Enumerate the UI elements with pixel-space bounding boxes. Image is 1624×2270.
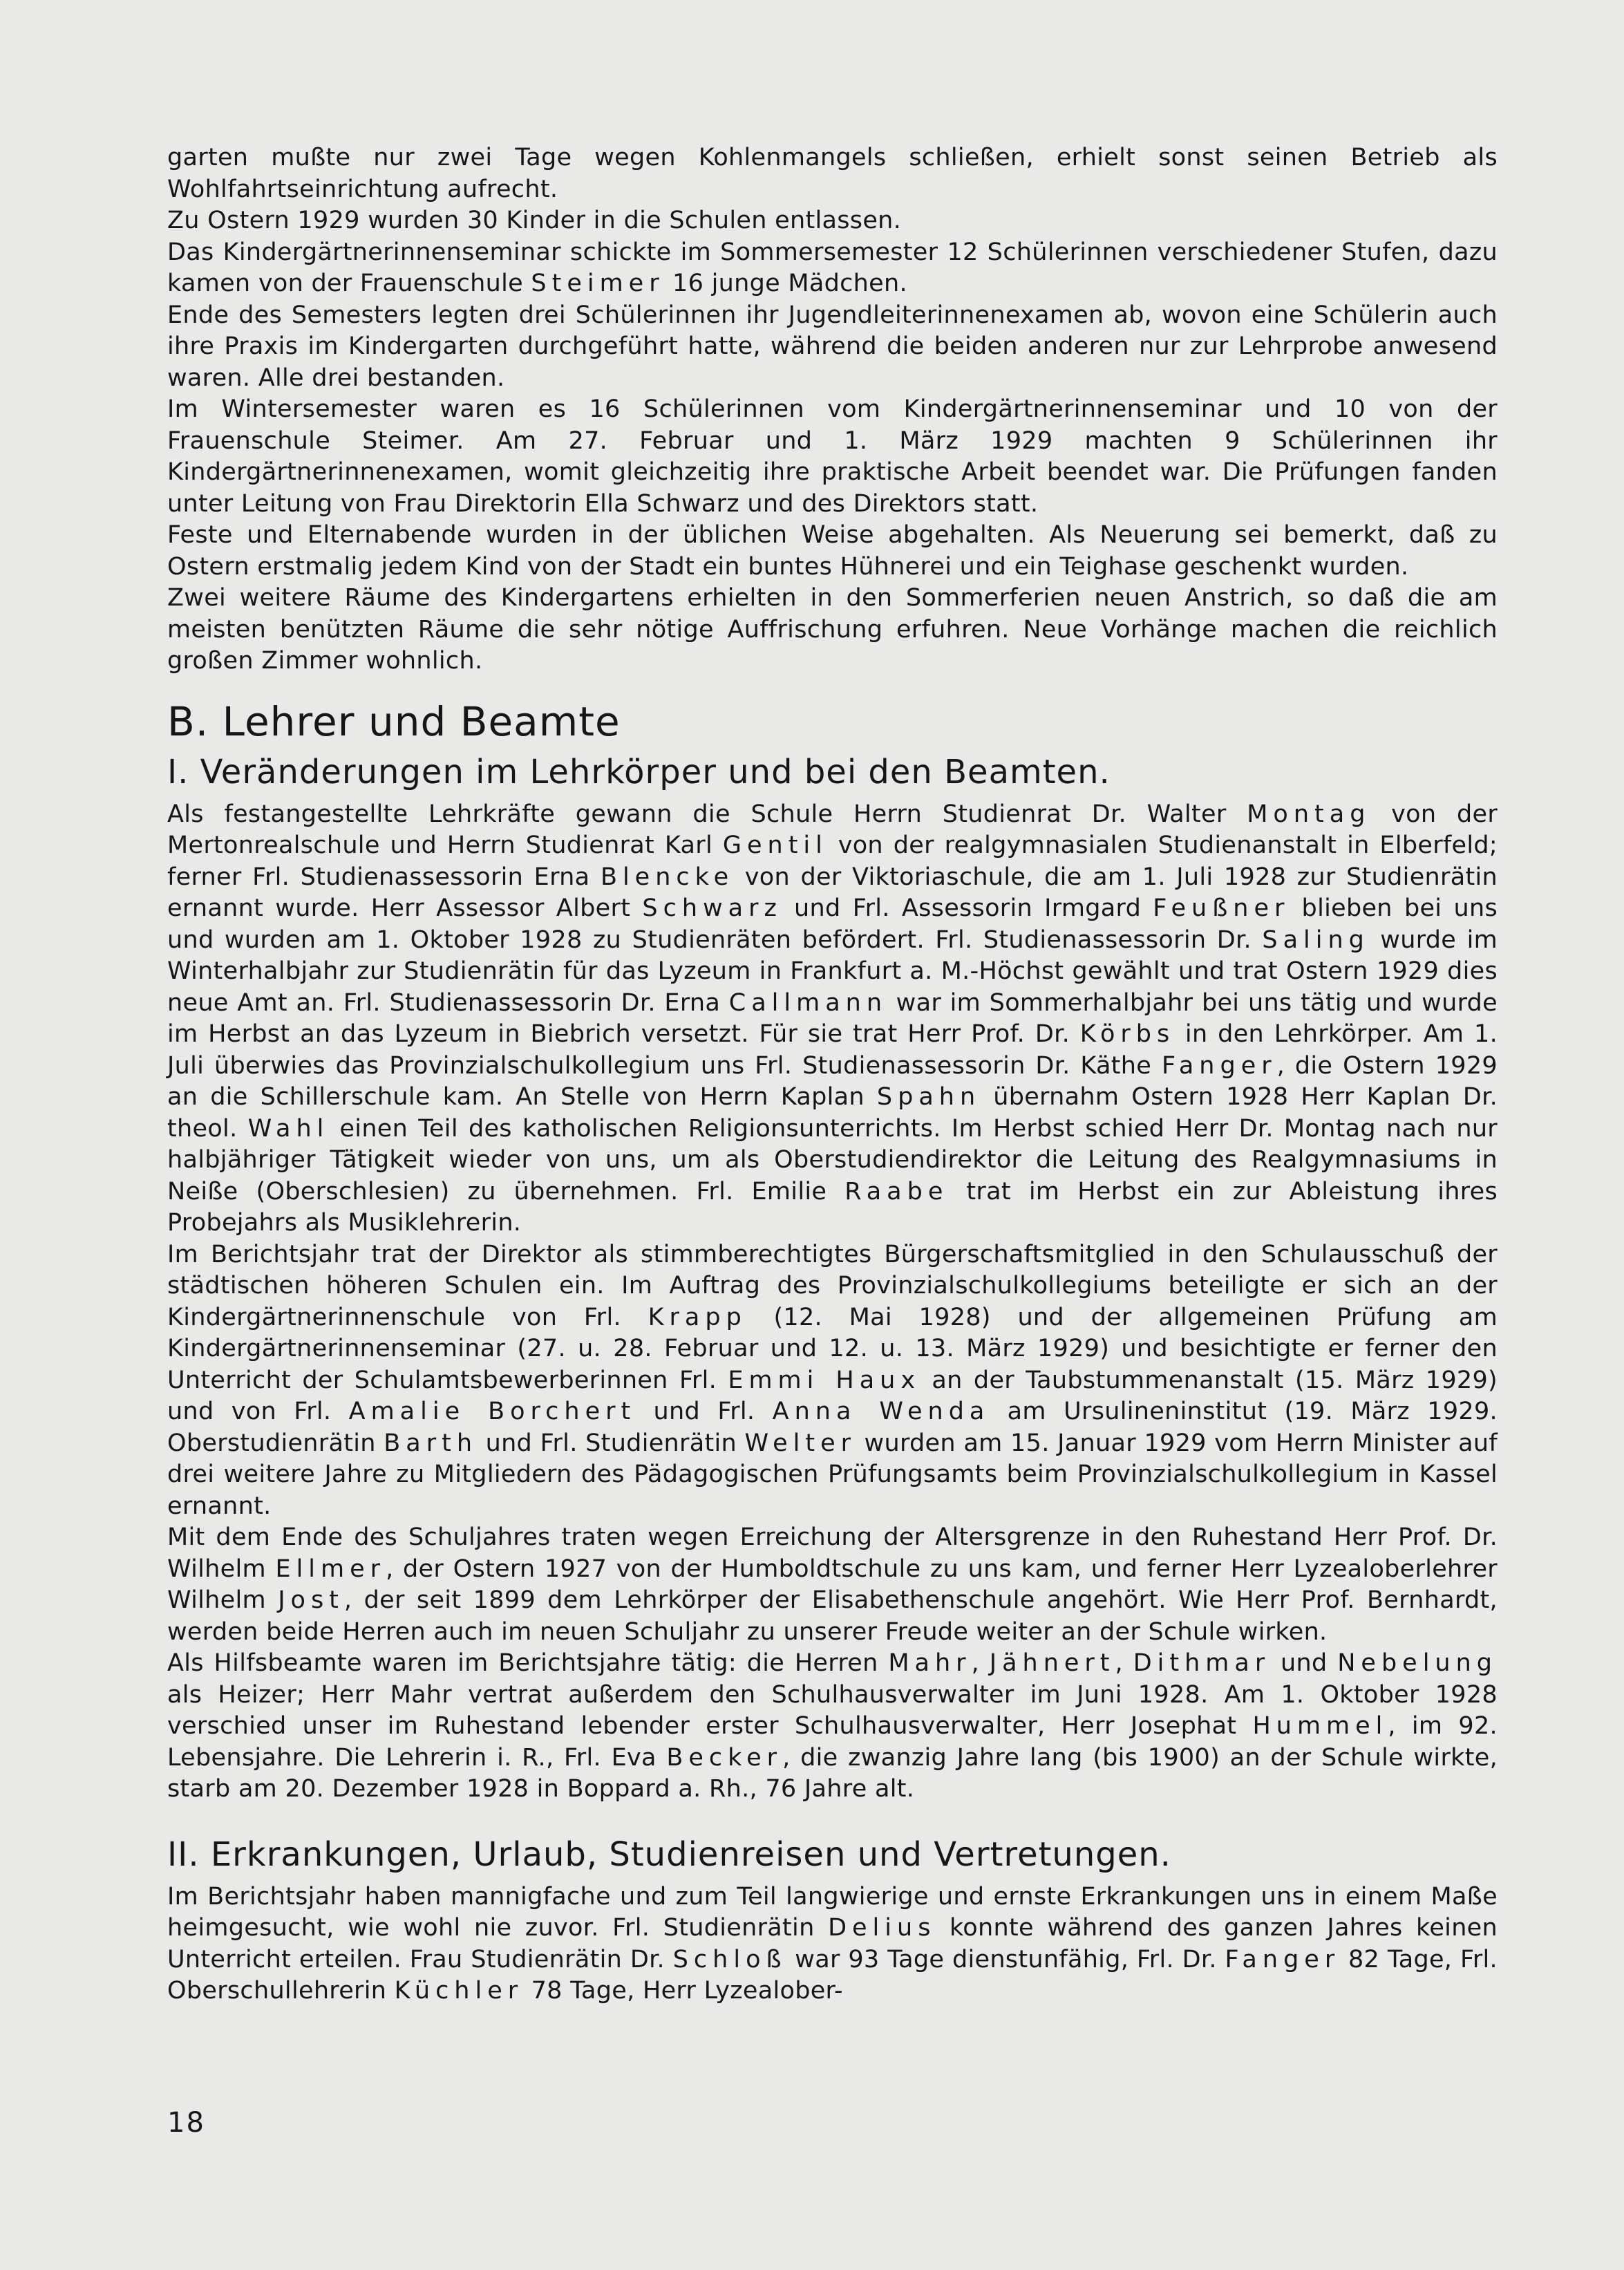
spaced-name: Feußner — [1153, 894, 1290, 922]
text-run: Als Hilfsbeamte waren im Berichtsjahre tätig: die Herren — [167, 1649, 889, 1677]
spaced-name: Raabe — [844, 1177, 949, 1206]
text-run: , der seit 1899 dem Lehrkörper der Elisabethenschule angehört. Wie Herr Prof. Bernhardt, werden beide Herren auch im neuen Schuljahr zu unserer Freude weiter an der Schule wirken. — [167, 1586, 1498, 1646]
text-run: 78 Tage, Herr Lyzealober- — [523, 1977, 843, 2005]
text-run: wurden am 15. Januar 1929 vom Herrn Minister auf drei weitere Jahre zu Mitgliedern des Pädagogischen Prüfungsamts beim Provinzialschulkollegium in Kassel ernannt. — [167, 1429, 1498, 1520]
text-run: und Frl. — [636, 1398, 773, 1425]
text-run: , der Ostern 1927 von der Humboldtschule zu uns kam, und ferner Herr Lyzealoberlehrer Wilhelm — [167, 1555, 1498, 1614]
spaced-name: Schwarz — [642, 894, 782, 922]
text-run: 82 Tage, Frl. Oberschullehrerin — [167, 1945, 1498, 2005]
paragraph — [167, 1882, 1498, 2007]
text-run: , — [971, 1649, 990, 1677]
text-run: übernahm Ostern 1928 Herr Kaplan Dr. theol. — [167, 1083, 1498, 1143]
spaced-name: Barth — [384, 1429, 478, 1457]
text-run: Im Berichtsjahr trat der Direktor als stimmberechtigtes Bürgerschaftsmitglied in den Schulausschuß der städtischen höheren Schulen ein. Im Auftrag des Provinzialschulkollegiums beteiligte er sich an der Kindergärtnerinnenschule von Frl. — [167, 1240, 1498, 1331]
spaced-name: Gentil — [722, 832, 828, 859]
paragraph: garten mußte nur zwei Tage wegen Kohlenmangels schließen, erhielt sonst seinen Betrieb als Wohlfahrtseinrichtung aufrecht. — [167, 144, 1498, 203]
text-run: Im Berichtsjahr haben mannigfache und zum Teil langwierige und ernste Erkrankungen uns in einem Maße heimgesucht, wie wohl nie zuvor. Frl. Studienrätin — [167, 1882, 1498, 1942]
spaced-name: Mahr — [888, 1649, 972, 1677]
text-run: am Ursulineninstitut (19. März 1929. Oberstudienrätin — [167, 1398, 1498, 1457]
spaced-name: Montag — [1247, 800, 1371, 828]
spaced-name: Krapp — [648, 1303, 747, 1331]
text-run: in den Lehrkörper. Am 1. Juli überwies das Provinzialschulkollegium uns Frl. Studienassessorin Dr. Käthe — [167, 1020, 1498, 1080]
paragraph — [167, 1239, 1498, 1523]
paragraph: Im Wintersemester waren es 16 Schülerinnen vom Kindergärtnerinnenseminar und 10 von der Frauenschule Steimer. Am 27. Februar und 1. März 1929 machten 9 Schülerinnen ihr Kindergärtnerinnenexamen, womit gleichzeitig ihre praktische Arbeit beendet war. Die Prüfungen fanden unter Leitung von Frau Direktorin Ella Schwarz und des Direktors statt. — [167, 395, 1498, 518]
text-run: trat im Herbst ein zur Ableistung ihres Probejahrs als Musiklehrerin. — [167, 1177, 1498, 1237]
paragraph: Feste und Elternabende wurden in der üblichen Weise abgehalten. Als Neuerung sei bemerkt, daß zu Ostern erstmalig jedem Kind von der Stadt ein buntes Hühnerei und ein Teighase geschenkt wurden. — [167, 521, 1498, 581]
spaced-name: Fanger — [1225, 1945, 1341, 1973]
text-run: und Frl. Assessorin Irmgard — [782, 894, 1153, 922]
text-run: von der realgymnasialen Studienanstalt in Elberfeld; ferner Frl. Studienassessorin Erna — [167, 832, 1498, 891]
page-number: 18 — [167, 2107, 205, 2139]
paragraph — [167, 1522, 1498, 1648]
spaced-name: Emmi Haux — [728, 1366, 921, 1394]
spaced-name: Becker — [666, 1743, 783, 1772]
text-run: konnte während des ganzen Jahres keinen Unterricht erteilen. Frau Studienrätin Dr. — [167, 1914, 1498, 1973]
text-run: war im Sommerhalbjahr bei uns tätig und wurde im Herbst an das Lyzeum in Biebrich versetzt. Für sie trat Herr Prof. Dr. — [167, 988, 1498, 1048]
text-run: (12. Mai 1928) und der allgemeinen Prüfung am Kindergärtnerinnenseminar (27. u. 28. Februar und 12. u. 13. März 1929) und besichtigte er ferner den Unterricht der Schulamtsbewerberinnen Frl. — [167, 1303, 1498, 1394]
text-run: blieben bei uns und wurden am 1. Oktober 1928 zu Studienräten befördert. Frl. Studienassessorin Dr. — [167, 894, 1498, 954]
spaced-name: Blencke — [600, 863, 735, 891]
text-run: Mit dem Ende des Schuljahres traten wegen Erreichung der Altersgrenze in den Ruhestand Herr Prof. Dr. Wilhelm — [167, 1523, 1498, 1583]
spaced-name: Fanger — [1161, 1051, 1277, 1080]
text-run: war 93 Tage dienstunfähig, Frl. Dr. — [786, 1945, 1225, 1973]
text-run: von der Viktoriaschule, die am 1. Juli 1928 zur Studienrätin ernannt wurde. Herr Assessor Albert — [167, 863, 1498, 922]
paragraph: Ende des Semesters legten drei Schülerinnen ihr Jugendleiterinnenexamen ab, wovon eine Schülerin auch ihre Praxis im Kindergarten durchgeführt hatte, während die beiden anderen nur zur Lehrprobe anwesend waren. Alle drei bestanden. — [167, 301, 1498, 392]
spaced-name: Saling — [1262, 926, 1370, 954]
spaced-name: Jähnert — [989, 1649, 1115, 1677]
paragraph: Das Kindergärtnerinnenseminar schickte im Sommersemester 12 Schülerinnen verschiedener Stufen, dazu kamen von der Frauenschule Steimer 16 junge Mädchen. — [167, 238, 1498, 297]
text-run: als Heizer; Herr Mahr vertrat außerdem den Schulhausverwalter im Juni 1928. Am 1. Oktober 1928 verschied unser im Ruhestand lebender erster Schulhausverwalter, Herr Josephat — [167, 1680, 1498, 1740]
text-run: einen Teil des katholischen Religionsunterrichts. Im Herbst schied Herr Dr. Montag nach nur halbjähriger Tätigkeit wieder von uns, um als Oberstudiendirektor die Leitung des Realgymnasiums in Neiße (Oberschlesien) zu übernehmen. Frl. Emilie — [167, 1114, 1498, 1206]
paragraph — [167, 1648, 1498, 1805]
spaced-name: Steimer — [531, 270, 665, 297]
spaced-name: Hummel — [1252, 1712, 1388, 1740]
spaced-name: Schloß — [672, 1945, 787, 1973]
spaced-name: Wahl — [247, 1114, 330, 1143]
text-column — [167, 142, 1498, 2007]
text-run: Als festangestellte Lehrkräfte gewann die Schule Herrn Studienrat Dr. Walter — [167, 800, 1247, 828]
text-run: wurde im Winterhalbjahr zur Studienrätin für das Lyzeum in Frankfurt a. M.-Höchst gewählt und trat Ostern 1929 dies neue Amt an. Frl. Studienassessorin Dr. Erna — [167, 926, 1498, 1017]
spaced-name: Delius — [828, 1914, 936, 1942]
text-run: , im 92. Lebensjahre. Die Lehrerin i. R., Frl. Eva — [167, 1712, 1498, 1772]
section-heading: B. Lehrer und Beamte — [167, 697, 621, 745]
spaced-name: Amalie Borchert — [348, 1398, 636, 1425]
spaced-name: Spahn — [876, 1083, 981, 1111]
text-run: , die zwanzig Jahre lang (bis 1900) an der Schule wirkte, starb am 20. Dezember 1928 in Boppard a. Rh., 76 Jahre alt. — [167, 1743, 1498, 1803]
text-run: , die Ostern 1929 an die Schillerschule kam. An Stelle von Herrn Kaplan — [167, 1051, 1498, 1111]
paragraph: Zwei weitere Räume des Kindergartens erhielten in den Sommerferien neuen Anstrich, so daß die am meisten benützten Räume die sehr nötige Auffrischung erfuhren. Neue Vorhänge machen die reichlich großen Zimmer wohnlich. — [167, 584, 1498, 675]
text-run: von der Mertonrealschule und Herrn Studienrat Karl — [167, 800, 1498, 859]
paragraph: Zu Ostern 1929 wurden 30 Kinder in die Schulen entlassen. — [167, 207, 902, 234]
spaced-name: Ellmer — [275, 1555, 386, 1583]
spaced-name: Körbs — [1079, 1020, 1175, 1048]
paragraph — [167, 799, 1498, 1239]
spaced-name: Küchler — [394, 1977, 524, 2005]
text-run: und Frl. Studienrätin — [478, 1429, 745, 1457]
spaced-name: Jost — [278, 1586, 344, 1614]
subsection-heading: I. Veränderungen im Lehrkörper und bei den Beamten. — [167, 752, 1111, 791]
spaced-name: Callmann — [728, 988, 888, 1017]
spaced-name: Welter — [744, 1429, 857, 1457]
text-run: und — [1270, 1649, 1338, 1677]
spaced-name: Anna Wenda — [772, 1398, 990, 1425]
subsection-heading: II. Erkrankungen, Urlaub, Studienreisen und Vertretungen. — [167, 1835, 1171, 1874]
spaced-name: Dithmar — [1133, 1649, 1271, 1677]
spaced-name: Nebelung — [1337, 1649, 1498, 1677]
text-run: , — [1115, 1649, 1133, 1677]
text-run: an der Taubstummenanstalt (15. März 1929) und von Frl. — [167, 1366, 1498, 1425]
